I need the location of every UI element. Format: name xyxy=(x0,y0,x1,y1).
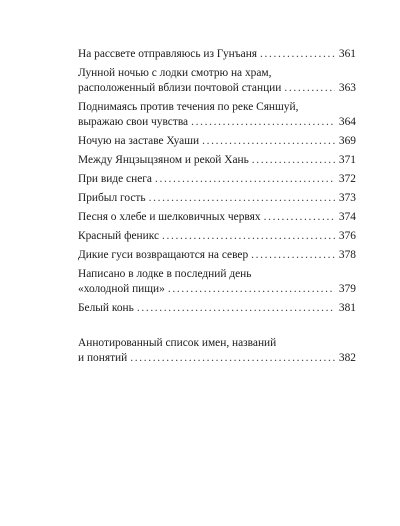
leader-dots xyxy=(130,351,335,366)
toc-line xyxy=(78,81,356,96)
toc-entry-title-cont: «холодной пищи» xyxy=(78,283,165,295)
toc-entry[interactable] xyxy=(78,100,356,130)
toc-page-number: 371 xyxy=(338,154,356,166)
toc-entry-title-cont: выражаю свои чувства xyxy=(78,116,189,128)
leader-dots xyxy=(162,229,335,244)
toc-line xyxy=(78,47,356,62)
toc-entry-title: На рассвете отправляюсь из Гунъаня xyxy=(78,48,258,60)
toc-entry[interactable] xyxy=(78,229,356,244)
toc-page-number: 378 xyxy=(338,249,356,261)
leader-dots xyxy=(284,81,335,96)
toc-line xyxy=(78,248,356,263)
toc-entry-title: Дикие гуси возвращаются на север xyxy=(78,249,249,261)
toc-entry[interactable] xyxy=(78,172,356,187)
toc-entry-title: Лунной ночью с лодки смотрю на храм, xyxy=(78,67,272,79)
toc-page-number: 376 xyxy=(338,230,356,242)
toc-entry-title: Белый конь xyxy=(78,302,134,314)
leader-dots xyxy=(191,115,335,130)
table-of-contents xyxy=(78,47,356,370)
toc-line xyxy=(78,172,356,187)
leader-dots xyxy=(168,282,335,297)
toc-entry-appendix[interactable] xyxy=(78,336,356,366)
toc-entry[interactable] xyxy=(78,267,356,297)
leader-dots xyxy=(260,47,335,62)
toc-line xyxy=(78,351,356,366)
toc-line xyxy=(78,210,356,225)
leader-dots xyxy=(264,210,335,225)
section-gap xyxy=(78,320,356,336)
toc-entry-title: Красный феникс xyxy=(78,230,160,242)
toc-page-number: 364 xyxy=(338,116,356,128)
toc-entry-title: Ночую на заставе Хуаши xyxy=(78,135,200,147)
toc-entry[interactable] xyxy=(78,248,356,263)
leader-dots xyxy=(251,248,335,263)
leader-dots xyxy=(202,134,335,149)
toc-line xyxy=(78,115,356,130)
toc-entry[interactable] xyxy=(78,153,356,168)
leader-dots xyxy=(155,172,335,187)
toc-entry[interactable] xyxy=(78,210,356,225)
toc-entry-title: Прибыл гость xyxy=(78,192,146,204)
toc-line xyxy=(78,282,356,297)
toc-page-number: 363 xyxy=(338,82,356,94)
toc-line xyxy=(78,153,356,168)
toc-line xyxy=(78,191,356,206)
toc-line xyxy=(78,301,356,316)
toc-entry-title: Поднимаясь против течения по реке Сяншуй, xyxy=(78,101,299,113)
toc-entry[interactable] xyxy=(78,47,356,62)
leader-dots xyxy=(149,191,335,206)
toc-entry-title-cont: и понятий xyxy=(78,352,128,364)
toc-page-number: 382 xyxy=(338,352,356,364)
toc-entry[interactable] xyxy=(78,191,356,206)
toc-line xyxy=(78,134,356,149)
toc-page-number: 369 xyxy=(338,135,356,147)
toc-entry-title: Между Янцзыцзяном и рекой Хань xyxy=(78,154,249,166)
toc-page-number: 374 xyxy=(338,211,356,223)
toc-page-number: 372 xyxy=(338,173,356,185)
toc-page-number: 361 xyxy=(338,48,356,60)
toc-entry[interactable] xyxy=(78,134,356,149)
leader-dots xyxy=(252,153,335,168)
toc-page-number: 379 xyxy=(338,283,356,295)
toc-entry[interactable] xyxy=(78,66,356,96)
toc-entry-title-cont: расположенный вблизи почтовой станции xyxy=(78,82,282,94)
toc-entry-title: Аннотированный список имен, названий xyxy=(78,337,277,349)
toc-line xyxy=(78,229,356,244)
toc-entry-title: Песня о хлебе и шелковичных червях xyxy=(78,211,261,223)
toc-page-number: 373 xyxy=(338,192,356,204)
toc-entry-title: При виде снега xyxy=(78,173,152,185)
toc-entry[interactable] xyxy=(78,301,356,316)
toc-entry-title: Написано в лодке в последний день xyxy=(78,268,252,280)
leader-dots xyxy=(137,301,335,316)
toc-page-number: 381 xyxy=(338,302,356,314)
